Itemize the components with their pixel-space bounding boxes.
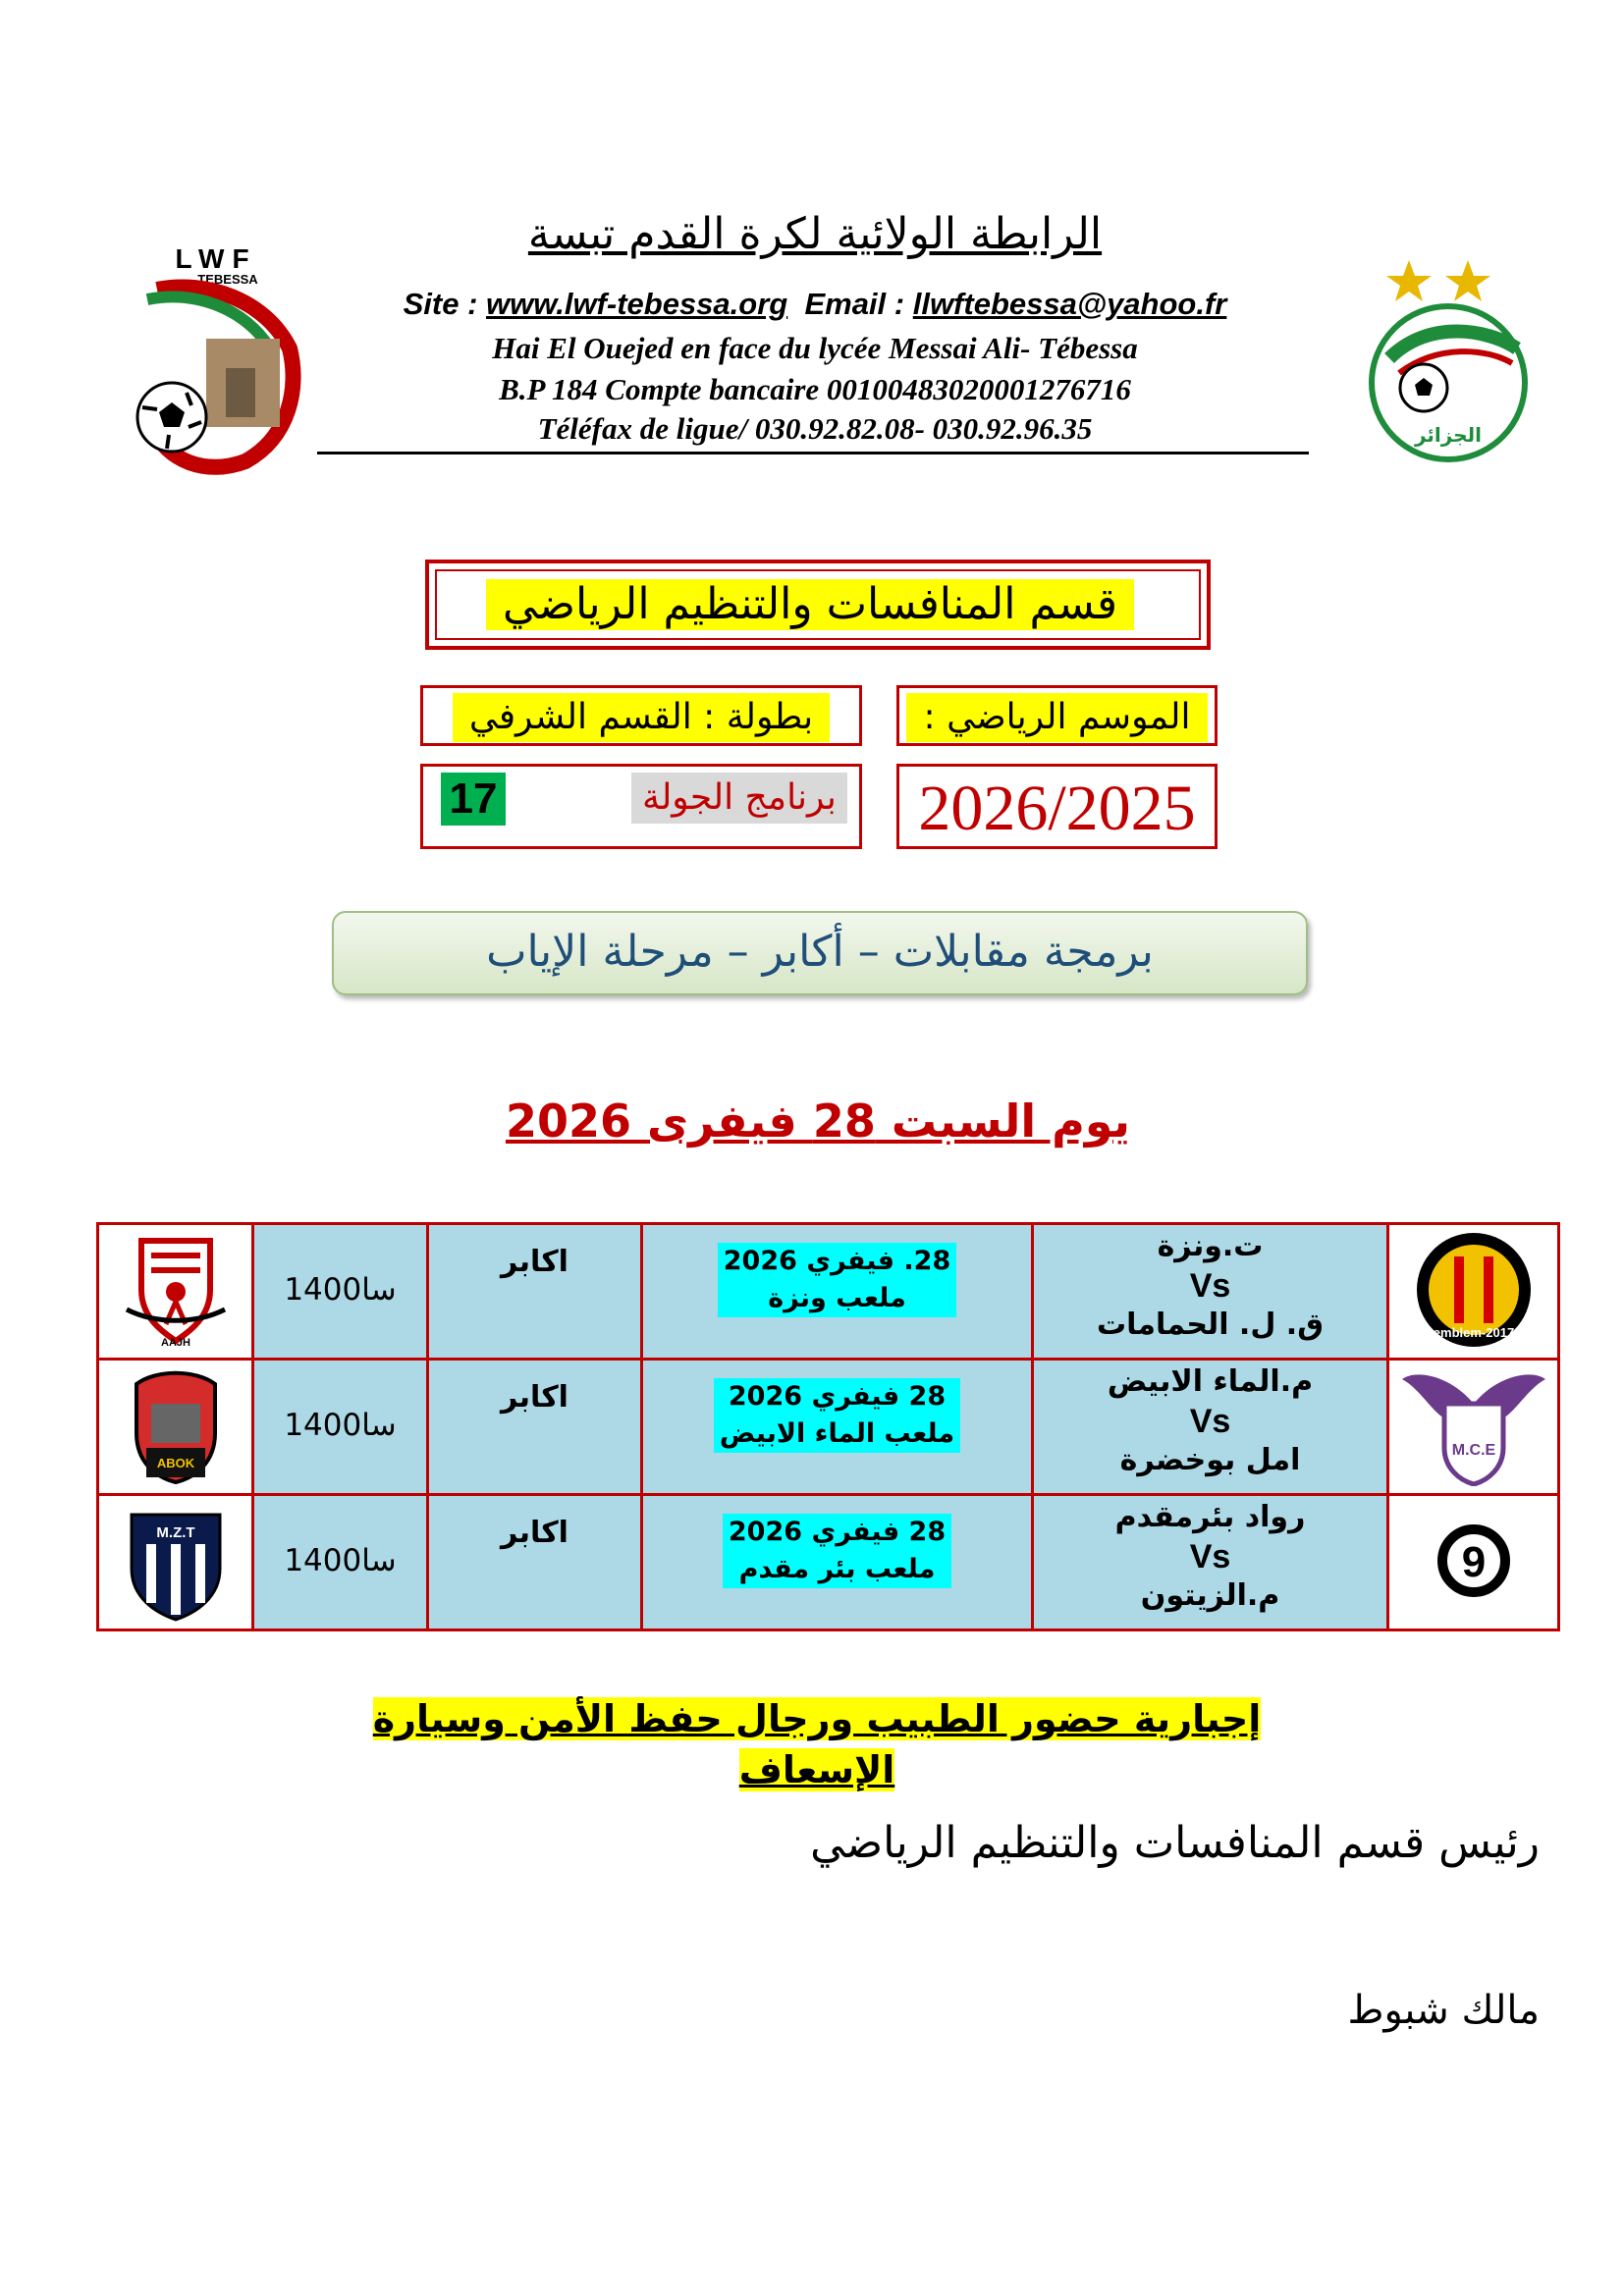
date-venue-cell xyxy=(642,1360,1033,1495)
date-venue xyxy=(718,1243,956,1317)
svg-text:ABOK: ABOK xyxy=(156,1455,194,1470)
telefax-line: Téléfax de ligue/ 030.92.82.08- 030.92.96.35 xyxy=(537,411,1093,446)
category: اكابر xyxy=(501,1245,568,1279)
match-venue: ملعب الماء الابيض xyxy=(719,1418,955,1449)
faf-logo xyxy=(1350,250,1546,466)
teams-cell xyxy=(1033,1224,1388,1360)
club-logo-mzt xyxy=(117,1500,235,1622)
championship-label: بطولة : القسم الشرفي xyxy=(453,693,830,742)
department-title: قسم المنافسات والتنظيم الرياضي xyxy=(486,579,1134,630)
match-date: 28 فيفري 2026 xyxy=(728,1381,947,1412)
bank-line: B.P 184 Compte bancaire 00100483020001276716 xyxy=(499,372,1131,406)
table-row xyxy=(98,1360,1559,1495)
svg-text:M.Z.T: M.Z.T xyxy=(155,1523,195,1541)
match-venue: ملعب بئر مقدم xyxy=(738,1554,936,1584)
svg-text:LWF: LWF xyxy=(175,243,257,274)
vs-label: Vs xyxy=(1189,1403,1231,1440)
teams-cell xyxy=(1033,1360,1388,1495)
signatory-role: رئيس قسم المنافسات والتنظيم الرياضي xyxy=(810,1818,1540,1868)
time-cell xyxy=(253,1224,428,1360)
header-divider xyxy=(317,452,1309,454)
season-value: 2026/2025 xyxy=(918,773,1196,844)
svg-text:9: 9 xyxy=(1461,1537,1486,1586)
home-team: رواد بئرمقدم xyxy=(1114,1500,1306,1534)
svg-text:TEBESSA: TEBESSA xyxy=(197,272,258,287)
kickoff-time: 14سا00 xyxy=(284,1272,397,1308)
club-logo-home xyxy=(1413,1229,1535,1351)
away-team: امل بوخضرة xyxy=(1119,1443,1301,1477)
phase-text: برمجة مقابلات – أكابر – مرحلة الإياب xyxy=(486,927,1154,977)
season-label-box xyxy=(896,685,1218,746)
match-venue: ملعب ونزة xyxy=(768,1283,906,1313)
round-number: 17 xyxy=(441,773,506,826)
svg-text:emblem-2017: emblem-2017 xyxy=(1433,1324,1514,1340)
home-team: ت.ونزة xyxy=(1157,1229,1264,1263)
away-team: ق. ل. الحمامات xyxy=(1096,1308,1325,1342)
svg-text:الجزائر: الجزائر xyxy=(1414,423,1483,447)
date-venue xyxy=(714,1378,960,1453)
match-day-title: يوم السبت 28 فيفرى 2026 xyxy=(505,1095,1131,1148)
away-logo-cell xyxy=(98,1360,253,1495)
table-row xyxy=(98,1495,1559,1630)
signatory-name: مالك شبوط xyxy=(1347,1988,1540,2033)
date-venue-cell xyxy=(642,1495,1033,1630)
round-box xyxy=(420,764,862,849)
club-logo-mce xyxy=(1400,1364,1547,1486)
away-logo-cell xyxy=(98,1224,253,1360)
teams-cell xyxy=(1033,1495,1388,1630)
match-date: 28 فيفري 2026 xyxy=(728,1517,947,1547)
club-logo-aajh xyxy=(117,1231,235,1349)
email-link[interactable]: llwftebessa@yahoo.fr xyxy=(912,287,1227,321)
league-logo xyxy=(118,240,314,481)
department-box xyxy=(425,560,1211,650)
category-cell xyxy=(428,1495,642,1630)
away-team: م.الزيتون xyxy=(1140,1578,1280,1613)
category-cell xyxy=(428,1224,642,1360)
site-link[interactable]: www.lwf-tebessa.org xyxy=(486,287,788,321)
category: اكابر xyxy=(501,1516,568,1550)
season-value-box xyxy=(896,764,1218,849)
schedule-table xyxy=(96,1222,1560,1631)
home-logo-cell xyxy=(1388,1495,1559,1630)
vs-label: Vs xyxy=(1189,1267,1231,1305)
kickoff-time: 14سا00 xyxy=(284,1543,397,1578)
contact-line: Site : www.lwf-tebessa.org Email : llwftebessa@yahoo.fr xyxy=(403,287,1227,321)
date-venue xyxy=(723,1514,951,1588)
home-team: م.الماء الابيض xyxy=(1107,1364,1314,1399)
category-cell xyxy=(428,1360,642,1495)
season-label: الموسم الرياضي : xyxy=(906,693,1208,742)
svg-text:AAJH: AAJH xyxy=(160,1336,190,1349)
away-logo-cell xyxy=(98,1495,253,1630)
phase-banner xyxy=(332,911,1308,995)
mandatory-notice: إجبارية حضور الطبيب ورجال حفظ الأمن وسيارة الإسعاف xyxy=(372,1697,1262,1791)
home-logo-cell xyxy=(1388,1360,1559,1495)
club-logo-abok xyxy=(117,1364,235,1486)
time-cell xyxy=(253,1360,428,1495)
league-title: الرابطة الولائية لكرة القدم تبسة xyxy=(527,209,1103,259)
date-venue-cell xyxy=(642,1224,1033,1360)
address-line: Hai El Ouejed en face du lycée Messai Ali- Tébessa xyxy=(492,331,1138,365)
vs-label: Vs xyxy=(1189,1538,1231,1575)
home-logo-cell xyxy=(1388,1224,1559,1360)
club-logo-rouad xyxy=(1420,1500,1528,1622)
round-label: برنامج الجولة xyxy=(631,773,847,824)
kickoff-time: 14سا00 xyxy=(284,1408,397,1443)
match-date: 28. فيفري 2026 xyxy=(723,1246,951,1276)
table-row xyxy=(98,1224,1559,1360)
category: اكابر xyxy=(501,1380,568,1415)
championship-box xyxy=(420,685,862,746)
svg-text:M.C.E: M.C.E xyxy=(1451,1441,1495,1459)
time-cell xyxy=(253,1495,428,1630)
